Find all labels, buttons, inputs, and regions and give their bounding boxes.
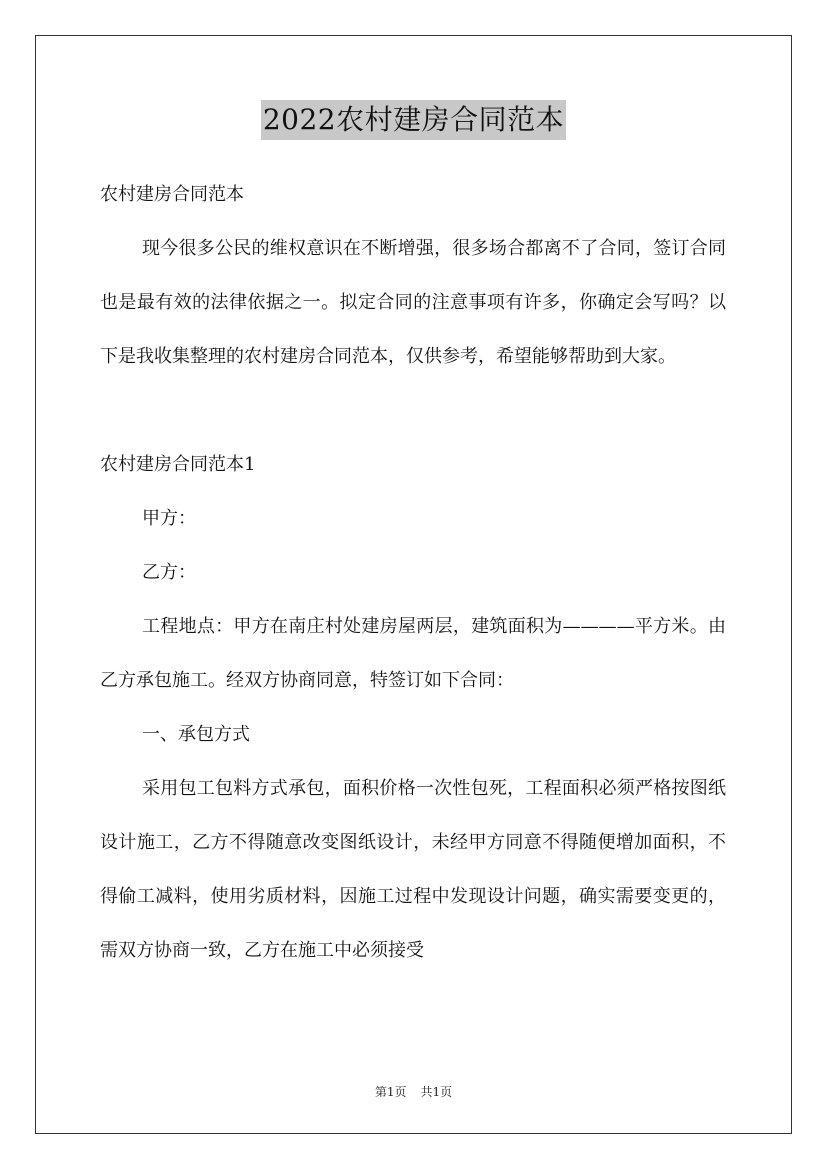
party-a-line: 甲方：	[142, 508, 196, 529]
title-area	[0, 100, 827, 140]
document-heading: 农村建房合同范本	[100, 184, 244, 205]
clause-1-title: 一、承包方式	[142, 724, 250, 745]
page-footer	[0, 1083, 827, 1100]
clause-1-paragraph: 采用包工包料方式承包，面积价格一次性包死，工程面积必须严格按图纸设计施工，乙方不得随意改变图纸设计，未经甲方同意不得随便增加面积，不得偷工减料，使用劣质材料，因施工过程中发现设计问题，确实需要变更的，需双方协商一致，乙方在施工中必须接受	[100, 778, 726, 961]
page-number: 第1页	[374, 1085, 407, 1099]
document-body	[100, 168, 726, 978]
intro-paragraph: 现今很多公民的维权意识在不断增强，很多场合都离不了合同，签订合同也是最有效的法律依据之一。拟定合同的注意事项有许多，你确定会写吗？以下是我收集整理的农村建房合同范本，仅供参考，希望能够帮助到大家。	[100, 238, 726, 367]
party-b-line: 乙方：	[142, 562, 196, 583]
section-title: 农村建房合同范本1	[100, 454, 256, 475]
document-title: 2022农村建房合同范本	[261, 100, 566, 140]
location-paragraph: 工程地点：甲方在南庄村处建房屋两层，建筑面积为————平方米。由乙方承包施工。经双方协商同意，特签订如下合同：	[100, 616, 726, 691]
page-total: 共1页	[420, 1085, 453, 1099]
paragraph-spacer	[100, 384, 726, 438]
